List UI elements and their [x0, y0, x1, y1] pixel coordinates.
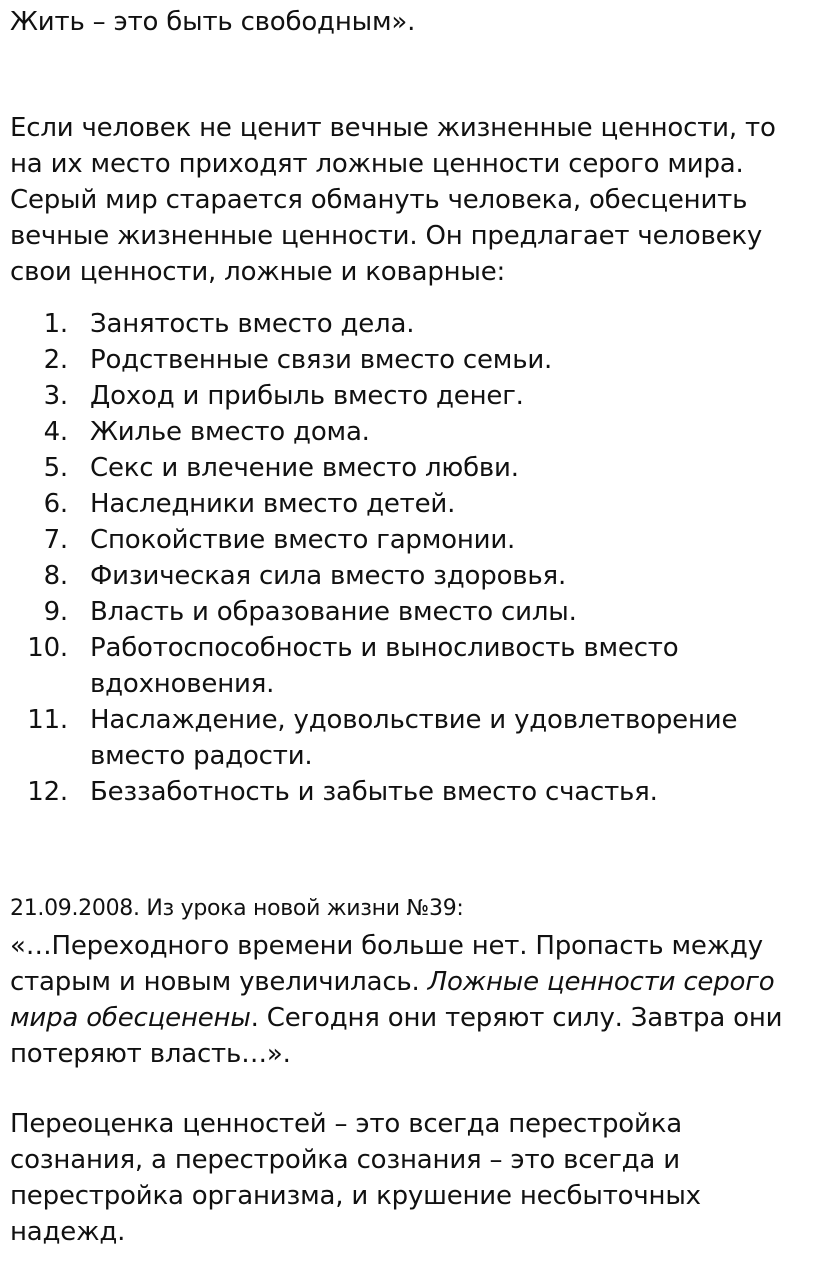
list-number: 11. — [27, 705, 68, 735]
list-number: 1. — [43, 309, 68, 339]
paragraph-line: на их место приходят ложные ценности серого мира. — [10, 149, 744, 179]
paragraph-line: Переоценка ценностей – это всегда перестройка — [10, 1109, 682, 1139]
quote-text: . Сегодня они теряют силу. Завтра они — [250, 1003, 783, 1033]
paragraph-line: надежд. — [10, 1217, 126, 1247]
quote-emphasis: Ложные ценности серого — [427, 967, 775, 997]
list-item — [0, 594, 822, 630]
list-item — [0, 450, 822, 486]
intro-line: Жить – это быть свободным». — [10, 7, 416, 37]
list-item — [0, 486, 822, 522]
list-number: 4. — [43, 417, 68, 447]
list-text: Работоспособность и выносливость вместо вдохновения. — [90, 633, 679, 699]
paragraph-line: свои ценности, ложные и коварные: — [10, 257, 506, 287]
quote-caption: 21.09.2008. Из урока новой жизни №39: — [10, 896, 464, 921]
list-number: 7. — [43, 525, 68, 555]
list-item — [0, 558, 822, 594]
list-item — [0, 378, 822, 414]
quote-line — [10, 964, 774, 1000]
list-item — [0, 774, 822, 810]
list-text: Жилье вместо дома. — [90, 417, 370, 447]
list-item — [0, 342, 822, 378]
quote-text: старым и новым увеличилась. — [10, 967, 428, 997]
quote-emphasis: мира обесценены — [10, 1003, 251, 1033]
paragraph-line: Если человек не ценит вечные жизненные ценности, то — [10, 113, 776, 143]
quote-line — [10, 1000, 782, 1036]
list-number: 8. — [43, 561, 68, 591]
list-number: 5. — [43, 453, 68, 483]
list-number: 2. — [43, 345, 68, 375]
list-item — [0, 306, 822, 342]
list-text: Родственные связи вместо семьи. — [90, 345, 553, 375]
false-values-list — [0, 306, 822, 810]
paragraph-line: перестройка организма, и крушение несбыточных — [10, 1181, 701, 1211]
list-number: 10. — [27, 633, 68, 663]
list-item — [0, 702, 822, 774]
list-text: Секс и влечение вместо любви. — [90, 453, 519, 483]
list-item — [0, 630, 822, 702]
paragraph-line: вечные жизненные ценности. Он предлагает человеку — [10, 221, 763, 251]
list-text: Спокойствие вместо гармонии. — [90, 525, 516, 555]
list-item — [0, 414, 822, 450]
quote-line: «…Переходного времени больше нет. Пропасть между — [10, 931, 763, 961]
list-number: 9. — [43, 597, 68, 627]
paragraph-line: сознания, а перестройка сознания – это всегда и — [10, 1145, 680, 1175]
list-text: Наслаждение, удовольствие и удовлетворение вместо радости. — [90, 705, 738, 771]
list-text: Беззаботность и забытье вместо счастья. — [90, 777, 658, 807]
list-text: Физическая сила вместо здоровья. — [90, 561, 567, 591]
list-text: Власть и образование вместо силы. — [90, 597, 577, 627]
list-text: Доход и прибыль вместо денег. — [90, 381, 524, 411]
list-item — [0, 522, 822, 558]
list-number: 3. — [43, 381, 68, 411]
list-number: 6. — [43, 489, 68, 519]
quote-line: потеряют власть…». — [10, 1039, 291, 1069]
paragraph-line: Серый мир старается обмануть человека, обесценить — [10, 185, 748, 215]
list-text: Наследники вместо детей. — [90, 489, 456, 519]
list-number: 12. — [27, 777, 68, 807]
list-text: Занятость вместо дела. — [90, 309, 415, 339]
